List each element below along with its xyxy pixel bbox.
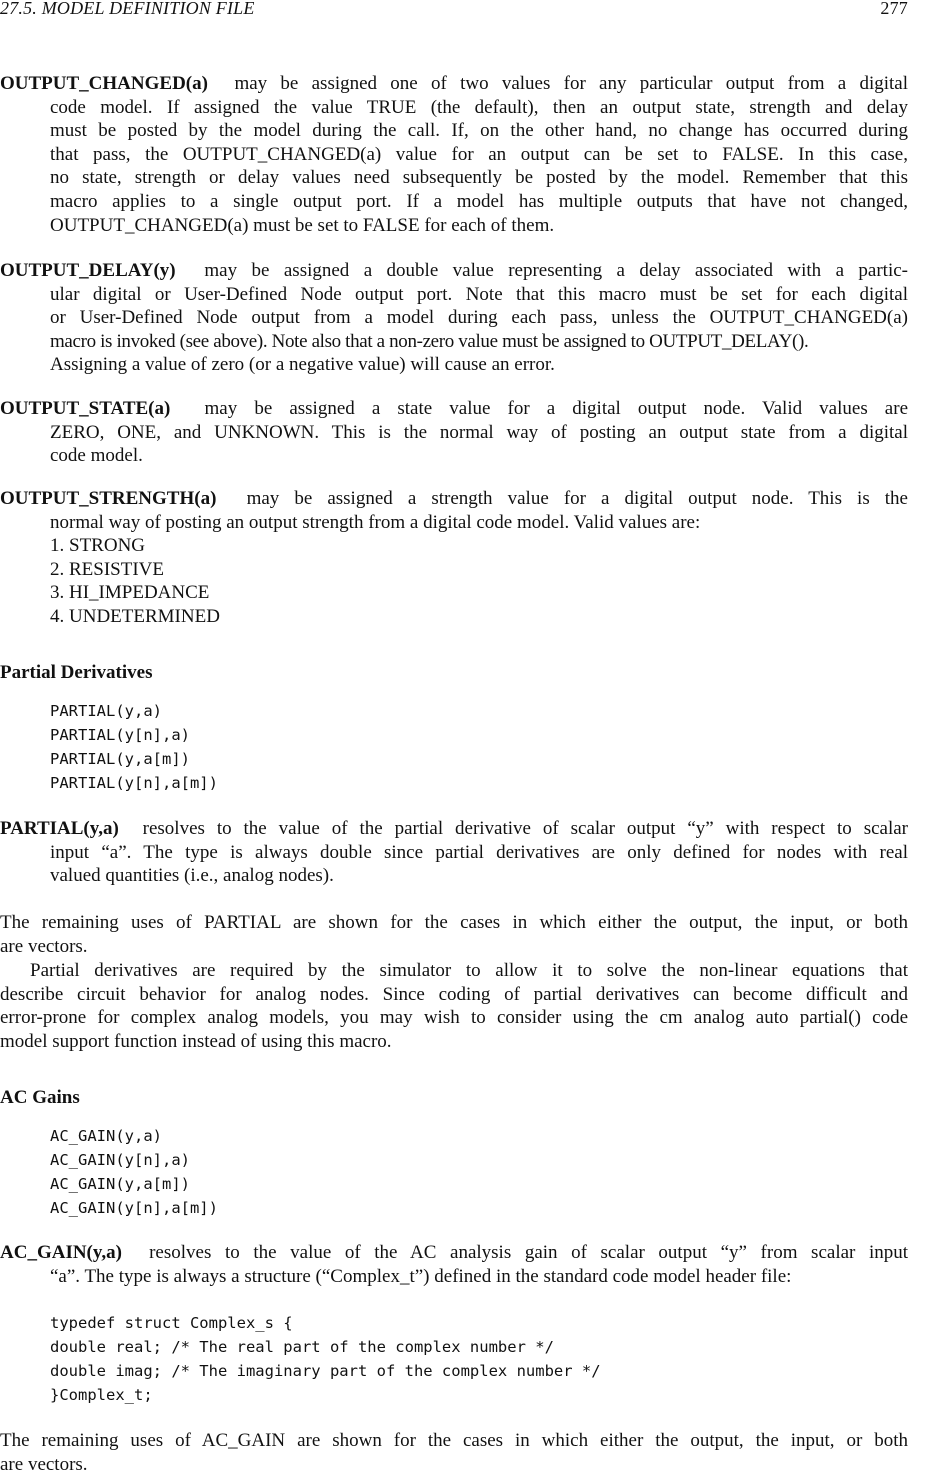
list-item: 1. STRONG	[50, 535, 146, 557]
partial-explanation-paragraph: Partial derivatives are required by the simulator to allow it to solve the non-linear equations that describe circuit behavior for analog nodes. Since coding of partial derivatives can become difficult and error-prone for complex analog models, you may wish to consider using the cm analog auto partial() code model support function instead of using this macro.	[0, 960, 908, 1052]
partial-entry: PARTIAL(y,a) resolves to the value of the partial derivative of scalar output “y” with respect to scalar input “a”. The type is always double since partial derivatives are only defined for nodes with real valued quantities (i.e., analog nodes).	[0, 818, 909, 887]
header-section-title: 27.5. MODEL DEFINITION FILE	[0, 0, 255, 18]
list-item: 4. UNDETERMINED	[50, 605, 220, 627]
term-output-state: OUTPUT_STATE(a)	[0, 398, 171, 419]
ac-gain-code-block: AC_GAIN(y,a) AC_GAIN(y[n],a) AC_GAIN(y,a[m]) AC_GAIN(y[n],a[m])	[50, 1127, 218, 1217]
ac-gain-remaining-paragraph: The remaining uses of AC_GAIN are shown for the cases in which either the output, the input, or both are vectors.	[0, 1430, 908, 1475]
term-output-delay: OUTPUT_DELAY(y)	[0, 260, 176, 281]
term-partial: PARTIAL(y,a)	[0, 818, 119, 839]
list-item: 2. RESISTIVE	[50, 558, 164, 580]
term-output-changed: OUTPUT_CHANGED(a)	[0, 73, 208, 94]
output-strength-entry: OUTPUT_STRENGTH(a) may be assigned a strength value for a digital output node. This is the normal way of posting an output strength from a digital code model. Valid values are: 1. STRONG 2. RESISTIVE 3. HI_IMPEDANCE 4. UNDETERMINED	[0, 488, 908, 627]
term-output-strength: OUTPUT_STRENGTH(a)	[0, 488, 217, 509]
section-title-partial-derivatives: Partial Derivatives	[0, 662, 153, 683]
section-title-ac-gains: AC Gains	[0, 1087, 80, 1108]
output-changed-entry: OUTPUT_CHANGED(a) may be assigned one of two values for any particular output from a digital code model. If assigned the value TRUE (the default), then an output state, strength and delay must be posted by the model during the call. If, on the other hand, no change has occurred during that pass, the OUTPUT_CHANGED(a) value for an output can be set to FALSE. In this case, no state, strength or delay values need subsequently be posted by the model. Remember that this macro applies to a single output port. If a model has multiple outputs that have not changed, OUTPUT_CHANGED(a) must be set to FALSE for each of them.	[0, 73, 908, 236]
complex-typedef-code: typedef struct Complex_s { double real; /* The real part of the complex number */ double imag; /* The imaginary part of the complex number */ }Complex_t;	[50, 1314, 601, 1404]
running-header	[0, 0, 908, 19]
output-state-entry: OUTPUT_STATE(a) may be assigned a state value for a digital output node. Valid values are ZERO, ONE, and UNKNOWN. This is the normal way of posting an output state from a digital code model.	[0, 398, 908, 467]
output-delay-entry: OUTPUT_DELAY(y) may be assigned a double value representing a delay associated with a partic- ular digital or User-Defined Node output port. Note that this macro must be set for each digital or User-Defined Node output from a model during each pass, unless the OUTPUT_CHANGED(a) macro is invoked (see above). Note also that a non-zero value must be assigned to OUTPUT_DELAY(). Assigning a value of zero (or a negative value) will cause an error.	[0, 260, 908, 376]
partial-code-block: PARTIAL(y,a) PARTIAL(y[n],a) PARTIAL(y,a[m]) PARTIAL(y[n],a[m])	[50, 702, 218, 792]
ac-gain-entry: AC_GAIN(y,a) resolves to the value of the AC analysis gain of scalar output “y” from scalar input “a”. The type is always a structure (“Complex_t”) defined in the standard code model header file:	[0, 1242, 909, 1287]
term-ac-gain: AC_GAIN(y,a)	[0, 1242, 122, 1263]
page-number: 277	[880, 0, 908, 18]
partial-remaining-paragraph: The remaining uses of PARTIAL are shown for the cases in which either the output, the input, or both are vectors.	[0, 912, 908, 957]
list-item: 3. HI_IMPEDANCE	[50, 582, 210, 604]
